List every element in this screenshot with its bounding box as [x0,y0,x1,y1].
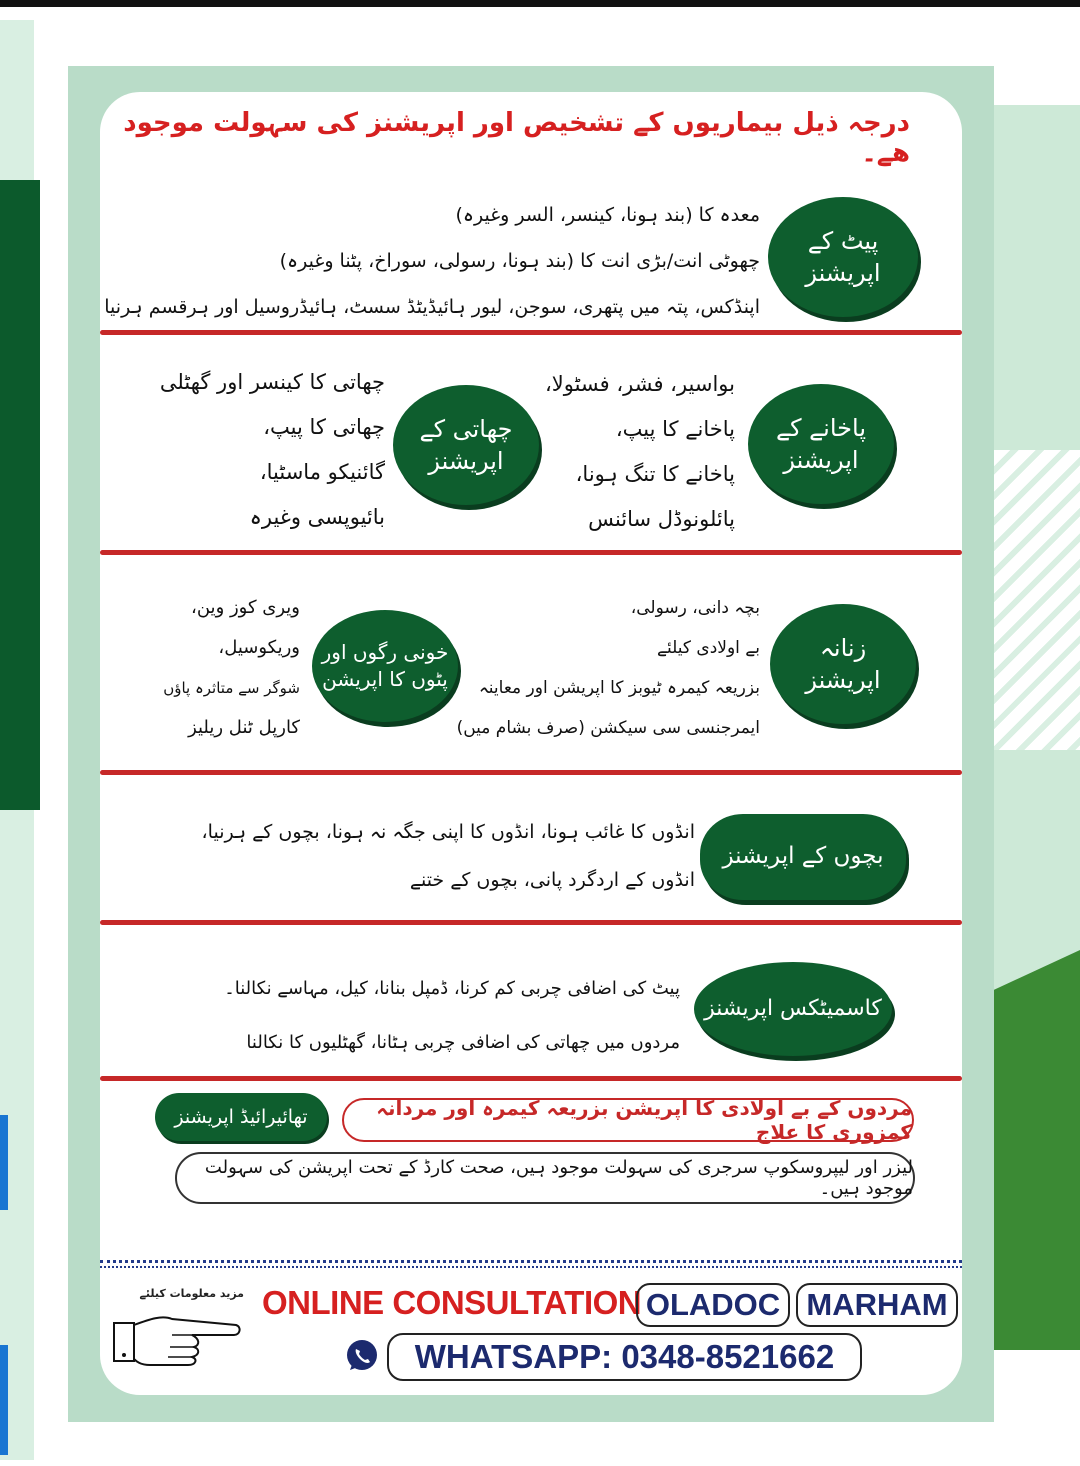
whatsapp-number[interactable]: WHATSAPP: 0348-8521662 [387,1333,862,1381]
rectal-line: پاخانے کا تنگ ہونا، [575,462,735,486]
top-bar [0,0,1080,7]
rectal-operations-badge [748,384,894,504]
male-infertility-banner: مردوں کے بے اولادی کا اپریشن بزریعہ کیمرہ اور مردانہ کمزوری کا علاج [342,1098,914,1142]
more-info-label: مزید معلومات کیلئے [139,1287,244,1300]
rectal-list [545,362,735,542]
section-divider [100,770,962,775]
children-list [170,808,695,904]
stomach-line: چھوٹی انت/بڑی انت کا (بند ہونا، رسولی، سوراخ، پٹنا وغیرہ) [279,250,760,272]
rectal-badge-line2: اپریشنز [783,446,859,474]
breast-badge-line2: اپریشنز [428,447,504,475]
stomach-badge-line1: پیٹ کے [807,226,879,255]
whatsapp-icon [344,1338,380,1374]
gynae-line: ایمرجنسی سی سیکشن (صرف بشام میں) [456,718,760,738]
cosmetic-operations-badge [694,962,892,1056]
section-divider [100,1076,962,1081]
left-decor-dark [0,180,40,810]
breast-badge-line1: چھاتی کے [419,414,513,443]
children-badge-label: بچوں کے اپریشنز [722,843,884,870]
vascular-line: وریکوسیل، [218,637,300,658]
breast-line: چھاتی کا پیپ، [263,415,385,439]
gynae-line: بچہ دانی، رسولی، [630,598,760,618]
cosmetic-line: مردوں میں چھاتی کی اضافی چربی ہٹانا، گھٹلیوں کا نکالنا [246,1032,680,1053]
breast-line: بائیوپسی وغیرہ [249,505,385,529]
stomach-badge-line2: اپریشنز [805,259,881,287]
gynae-operations-badge [770,604,916,724]
footer-divider-secondary [100,1266,962,1268]
laser-laparoscopy-note: لیزر اور لیپروسکوپ سرجری کی سہولت موجود ہیں، صحت کارڈ کے تحت اپریشن کی سہولت موجود ہیں۔ [175,1152,915,1204]
vascular-operations-badge [312,610,458,722]
gynae-line: بے اولادی کیلئے [657,638,760,658]
gynae-badge-line1: زنانہ [819,633,867,662]
children-line: انڈوں کا غائب ہونا، انڈوں کا اپنی جگہ نہ ہونا، بچوں کے ہرنیا، [201,821,695,843]
vascular-line: کارپل ٹنل ریلیز [188,717,300,738]
vascular-list [130,588,300,748]
rectal-badge-line1: پاخانے کے [776,413,866,442]
gynae-line: بزریعہ کیمرہ ٹیوبز کا اپریشن اور معاینہ [478,678,760,698]
section-divider [100,550,962,555]
poster-headline: درجہ ذیل بیماریوں کے تشخیص اور اپریشنز کی سہولت موجود ھے۔ [123,108,910,168]
marham-link[interactable]: MARHAM [796,1283,958,1327]
cosmetic-list [160,962,680,1070]
cosmetic-badge-label: کاسمیٹکس اپریشنز [704,996,882,1022]
thyroid-operations-badge: تھائیرائیڈ اپریشنز [155,1093,327,1141]
section-divider [100,920,962,925]
left-decor-blue-top [0,1115,8,1210]
stomach-line: اپنڈکس، پتہ میں پتھری، سوجن، لیور ہائیڈیٹڈ سسٹ، ہائیڈروسیل اور ہرقسم ہرنیا [104,296,760,318]
vascular-badge-line1: خونی رگوں اور [321,640,449,664]
section-divider [100,330,962,335]
rectal-line: پائلونوڈل سائنس [588,507,735,531]
cosmetic-line: پیٹ کی اضافی چربی کم کرنا، ڈمپل بنانا، کیل، مہاسے نکالنا۔ [224,978,680,999]
oladoc-link[interactable]: OLADOC [636,1283,790,1327]
stomach-list [104,192,760,330]
breast-operations-badge [393,385,539,505]
gynae-badge-line2: اپریشنز [805,666,881,694]
vascular-line: ویری کوز وین، [191,597,300,618]
pointing-hand-icon [110,1305,242,1370]
footer-divider [100,1260,962,1263]
vascular-line: شوگر سے متاثرہ پاؤں [163,679,300,697]
vascular-badge-line2: پٹوں کا اپریشن [322,667,448,691]
breast-line: چھاتی کا کینسر اور گھٹلی [159,370,385,394]
rectal-line: پاخانے کا پیپ، [615,417,735,441]
gynae-list [430,588,760,748]
right-decor-stripes [985,450,1080,750]
stomach-operations-badge [768,197,918,317]
online-consultation-label: ONLINE CONSULTATION [262,1284,642,1321]
children-line: انڈوں کے اردگرد پانی، بچوں کے ختنے [409,869,695,891]
stomach-line: معدہ کا (بند ہونا، کینسر، السر وغیرہ) [455,204,760,226]
left-decor-blue-bottom [0,1345,8,1455]
breast-list [160,360,385,540]
breast-line: گائنیکو ماسٹیا، [259,460,385,484]
children-operations-badge [700,814,906,900]
rectal-line: بواسیر، فشر، فسٹولا، [544,372,735,396]
